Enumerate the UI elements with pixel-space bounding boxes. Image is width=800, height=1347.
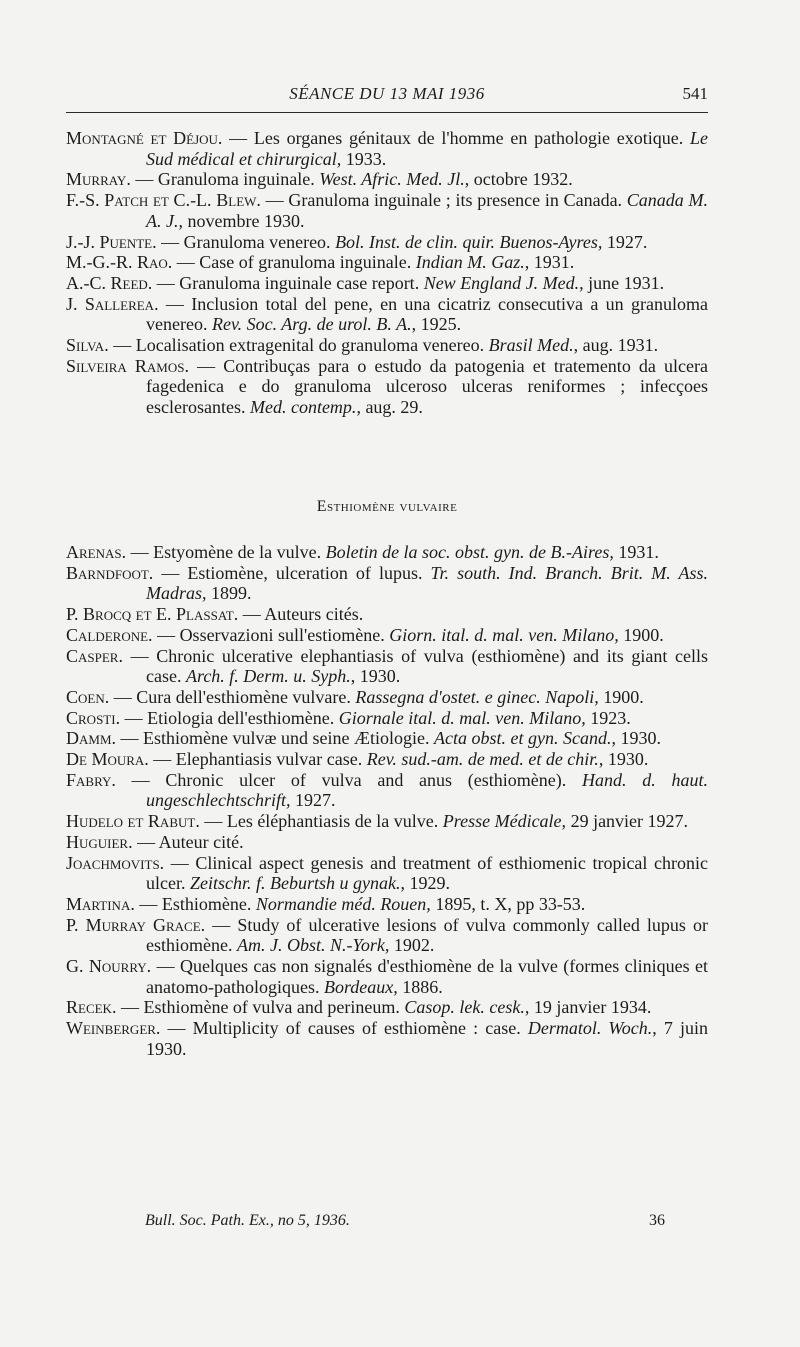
reference-entry	[66, 853, 708, 894]
reference-entry	[66, 169, 708, 190]
reference-entry	[66, 335, 708, 356]
reference-entry	[66, 894, 708, 915]
footer-citation: Bull. Soc. Path. Ex., no 5, 1936.	[145, 1212, 350, 1229]
reference-list-esthiomene	[66, 542, 708, 1060]
reference-details: , 7 juin 1930.	[146, 1018, 708, 1059]
reference-details: 1923.	[585, 707, 631, 728]
reference-journal: Hand. d. haut. ungeschlechtschrift,	[146, 769, 709, 811]
reference-details: , 1930.	[598, 749, 649, 770]
reference-text: — Clinical aspect genesis and treatment of esthiomenic tropical chronic ulcer.	[146, 852, 708, 894]
reference-details: , 1925.	[411, 314, 462, 335]
reference-journal: Tr. south. Ind. Branch. Brit. M. Ass. Madras,	[146, 562, 708, 604]
reference-text: — Osservazioni sull'estiomène.	[152, 624, 390, 645]
reference-text: — Auteur cité.	[132, 831, 244, 852]
reference-text: — Estiomène, ulceration of lupus.	[153, 562, 431, 583]
reference-details: 1895, t. X, pp 33-53.	[430, 893, 586, 914]
reference-details: , novembre 1930.	[178, 210, 305, 231]
reference-details: , 1930.	[350, 666, 401, 687]
reference-author: Hudelo et Rabut.	[66, 811, 200, 832]
reference-author: Arenas.	[66, 542, 127, 562]
reference-journal: Bol. Inst. de clin. quir. Buenos-Ayres,	[335, 231, 603, 252]
reference-text: — Esthiomène vulvæ und seine Ætiologie.	[116, 728, 434, 749]
reference-author: A.-C. Reed.	[66, 272, 153, 293]
reference-text: — Elephantiasis vulvar case.	[148, 749, 367, 770]
reference-details: 1886.	[397, 976, 443, 997]
reference-text: — Chronic ulcerative elephantiasis of vulva (esthiomène) and its giant cells case.	[122, 645, 708, 687]
reference-entry	[66, 563, 708, 604]
reference-list-granuloma	[66, 128, 708, 418]
reference-entry	[66, 1018, 708, 1059]
reference-text: — Les organes génitaux de l'homme en pathologie exotique.	[222, 128, 690, 148]
reference-text: — Esthiomène of vulva and perineum.	[116, 997, 405, 1018]
reference-text: — Esthiomène.	[134, 893, 256, 914]
reference-details: 1900.	[598, 686, 644, 707]
reference-details: 1927.	[602, 231, 648, 252]
reference-details: , june 1931.	[579, 272, 665, 293]
reference-author: G. Nourry.	[66, 956, 152, 977]
reference-details: , 19 janvier 1934.	[524, 997, 652, 1018]
reference-journal: Zeitschr. f. Beburtsh u gynak.	[189, 873, 401, 894]
reference-author: Murray.	[66, 169, 131, 190]
reference-author: P. Brocq et E. Plassat.	[66, 604, 239, 625]
reference-entry	[66, 273, 708, 294]
reference-entry	[66, 770, 708, 811]
reference-text: — Multiplicity of causes of esthiomène : case.	[160, 1018, 528, 1039]
reference-entry	[66, 128, 708, 169]
page-footer	[145, 1212, 665, 1230]
page-header	[66, 80, 708, 113]
reference-journal: West. Afric. Med. Jl.	[319, 169, 465, 190]
section-heading: Esthiomène vulvaire	[316, 498, 458, 515]
reference-author: Damm.	[66, 728, 117, 749]
reference-details: 1927.	[290, 790, 336, 811]
reference-author: De Moura.	[66, 749, 149, 770]
reference-text: — Granuloma inguinale ; its presence in Canada.	[260, 190, 627, 211]
reference-entry	[66, 232, 708, 253]
reference-author: Silva.	[66, 335, 109, 356]
reference-journal: Normandie méd. Rouen,	[255, 893, 431, 914]
reference-entry	[66, 356, 708, 418]
reference-entry	[66, 604, 708, 625]
reference-author: Weinberger.	[66, 1018, 161, 1039]
reference-author: Casper.	[66, 645, 123, 666]
reference-entry	[66, 997, 708, 1018]
reference-author: Recek.	[66, 997, 117, 1018]
reference-author: Joachmovits.	[66, 852, 165, 873]
reference-journal: Casop. lek. cesk.	[404, 997, 525, 1018]
reference-details: , aug. 1931.	[573, 335, 659, 356]
reference-journal: New England J. Med.	[423, 272, 580, 293]
page-number: 541	[682, 84, 708, 103]
reference-text: — Cura dell'esthiomène vulvare.	[109, 686, 356, 707]
reference-author: Crosti.	[66, 707, 121, 728]
reference-author: Calderone.	[66, 624, 153, 645]
reference-author: Coen.	[66, 686, 110, 707]
reference-entry	[66, 294, 708, 335]
reference-details: , aug. 29.	[356, 397, 423, 418]
reference-journal: Rassegna d'ostet. e ginec. Napoli,	[355, 686, 599, 707]
reference-details: 29 janvier 1927.	[566, 811, 689, 832]
reference-text: — Etiologia dell'esthiomène.	[120, 707, 339, 728]
reference-details: 1931.	[613, 542, 659, 562]
reference-author: Martina.	[66, 893, 135, 914]
reference-details: 1899.	[206, 583, 252, 604]
reference-journal: Am. J. Obst. N.-York,	[236, 935, 390, 956]
reference-text: — Granuloma venereo.	[156, 231, 336, 252]
reference-journal: Giornale ital. d. mal. ven. Milano,	[338, 707, 586, 728]
reference-details: , 1931.	[524, 252, 575, 273]
reference-details: , 1930.	[611, 728, 661, 749]
reference-entry	[66, 542, 708, 563]
reference-author: M.-G.-R. Rao.	[66, 252, 173, 273]
reference-journal: Canada M. A. J.	[146, 190, 708, 231]
reference-text: — Estyomène de la vulve.	[126, 542, 326, 562]
reference-text: — Localisation extragenital do granuloma venereo.	[108, 335, 489, 356]
reference-journal: Med. contemp.	[249, 397, 357, 418]
running-title: SÉANCE DU 13 MAI 1936	[289, 84, 485, 103]
reference-details: 1900.	[618, 624, 664, 645]
reference-author: J. Sallerea.	[66, 293, 159, 314]
reference-details: , octobre 1932.	[464, 169, 573, 190]
reference-entry	[66, 956, 708, 997]
reference-author: P. Murray Grace.	[66, 914, 206, 935]
reference-author: Fabry.	[66, 769, 116, 790]
reference-journal: Giorn. ital. d. mal. ven. Milano,	[389, 624, 619, 645]
reference-author: Montagné et Déjou.	[66, 128, 223, 148]
reference-details: 1933.	[341, 148, 387, 169]
reference-entry	[66, 811, 708, 832]
reference-entry	[66, 708, 708, 729]
reference-entry	[66, 749, 708, 770]
reference-entry	[66, 190, 708, 231]
reference-journal: Brasil Med.	[488, 335, 574, 356]
reference-author: Barndfoot.	[66, 562, 154, 583]
reference-text: — Chronic ulcer of vulva and anus (esthiomène).	[115, 769, 583, 790]
reference-author: J.-J. Puente.	[66, 231, 157, 252]
reference-text: — Granuloma inguinale case report.	[152, 272, 424, 293]
reference-entry	[66, 252, 708, 273]
reference-text: — Les éléphantiasis de la vulve.	[199, 811, 443, 832]
reference-journal: Dermatol. Woch.	[527, 1018, 653, 1039]
reference-author: Huguier.	[66, 831, 133, 852]
reference-text: — Auteurs cités.	[238, 604, 364, 625]
reference-details: 1902.	[389, 935, 435, 956]
reference-author: F.-S. Patch et C.-L. Blew.	[66, 190, 261, 211]
reference-journal: Rev. sud.-am. de med. et de chir.	[366, 749, 599, 770]
reference-text: — Quelques cas non signalés d'esthiomène de la vulve (formes cliniques et anatomo-pathologiques.	[146, 956, 708, 997]
reference-entry	[66, 728, 708, 749]
reference-journal: Le Sud médical et chirurgical,	[146, 128, 708, 169]
reference-text: — Contribuças para o estudo da patogenia et tratemento da ulcera fagedenica e do granuloma ulceroso ulceras reniformes ; infecçoes esclerosantes.	[146, 355, 708, 418]
reference-journal: Presse Médicale,	[442, 811, 567, 832]
reference-journal: Bordeaux,	[323, 976, 398, 997]
reference-journal: Boletin de la soc. obst. gyn. de B.-Aires,	[325, 542, 614, 562]
signature-mark: 36	[649, 1212, 665, 1229]
reference-journal: Rev. Soc. Arg. de urol. B. A.	[211, 314, 412, 335]
reference-entry	[66, 832, 708, 853]
reference-entry	[66, 687, 708, 708]
reference-details: , 1929.	[400, 873, 450, 894]
reference-text: — Inclusion total del pene, en una cicatriz consecutiva a un granuloma venereo.	[146, 293, 709, 335]
reference-journal: Indian M. Gaz.	[415, 252, 525, 273]
reference-text: — Case of granuloma inguinale.	[172, 252, 416, 273]
reference-author: Silveira Ramos.	[66, 355, 189, 376]
reference-entry	[66, 915, 708, 956]
reference-journal: Arch. f. Derm. u. Syph.	[185, 666, 351, 687]
reference-text: — Granuloma inguinale.	[130, 169, 320, 190]
reference-text: — Study of ulcerative lesions of vulva commonly called lupus or esthiomène.	[146, 914, 708, 956]
reference-entry	[66, 646, 708, 687]
reference-entry	[66, 625, 708, 646]
reference-journal: Acta obst. et gyn. Scand.	[434, 728, 612, 749]
